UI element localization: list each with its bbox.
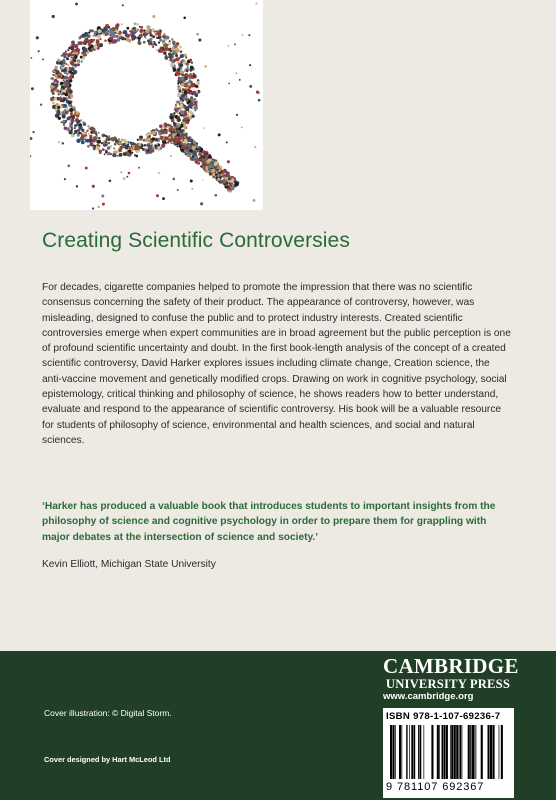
barcode-icon [388,725,508,781]
endorsement-quote: ‘Harker has produced a valuable book that introduces students to important insights from the philosophy of science and cognitive psychology in order to prepare them for grappling with major debates at the intersection of science and society.’ [42,501,496,543]
publisher-name-line1: CAMBRIDGE [383,654,519,678]
cover-design-credit: Cover designed by Hart McLeod Ltd [44,755,171,764]
endorsement-author: Kevin Elliott, Michigan State University [42,559,216,570]
footer-band [0,651,556,800]
cover-illustration [30,0,263,210]
magnifying-glass-of-people-icon [30,0,263,210]
cover-illustration-credit: Cover illustration: © Digital Storm. [44,708,172,718]
isbn-label: ISBN 978-1-107-69236-7 [386,711,501,722]
barcode-digits: 9 781107 692367 [386,781,485,793]
publisher-logo [383,654,519,691]
book-description: For decades, cigarette companies helped to promote the impression that there was no scientific consensus concerning the safety of their product. The appearance of controversy, however, was misleading, designed to confuse the public and to protect industry interests. Created scientific controversies emerge when expert communities are in broad agreement but the public perception is one of profound scientific uncertainty and doubt. In the first book-length analysis of the concept of a created scientific controversy, David Harker explores issues including climate change, Creation science, the anti-vaccine movement and genetically modified crops. Drawing on work in cognitive psychology, social epistemology, critical thinking and philosophy of science, he shows readers how to better understand, evaluate and respond to the appearance of scientific controversy. His book will be a valuable resource for students of philosophy of science, environmental and health sciences, and social and natural sciences. [42,282,511,446]
book-title: Creating Scientific Controversies [42,229,350,252]
barcode-block [383,708,514,798]
publisher-name-line2: UNIVERSITY PRESS [385,677,511,691]
publisher-url: www.cambridge.org [383,691,474,702]
